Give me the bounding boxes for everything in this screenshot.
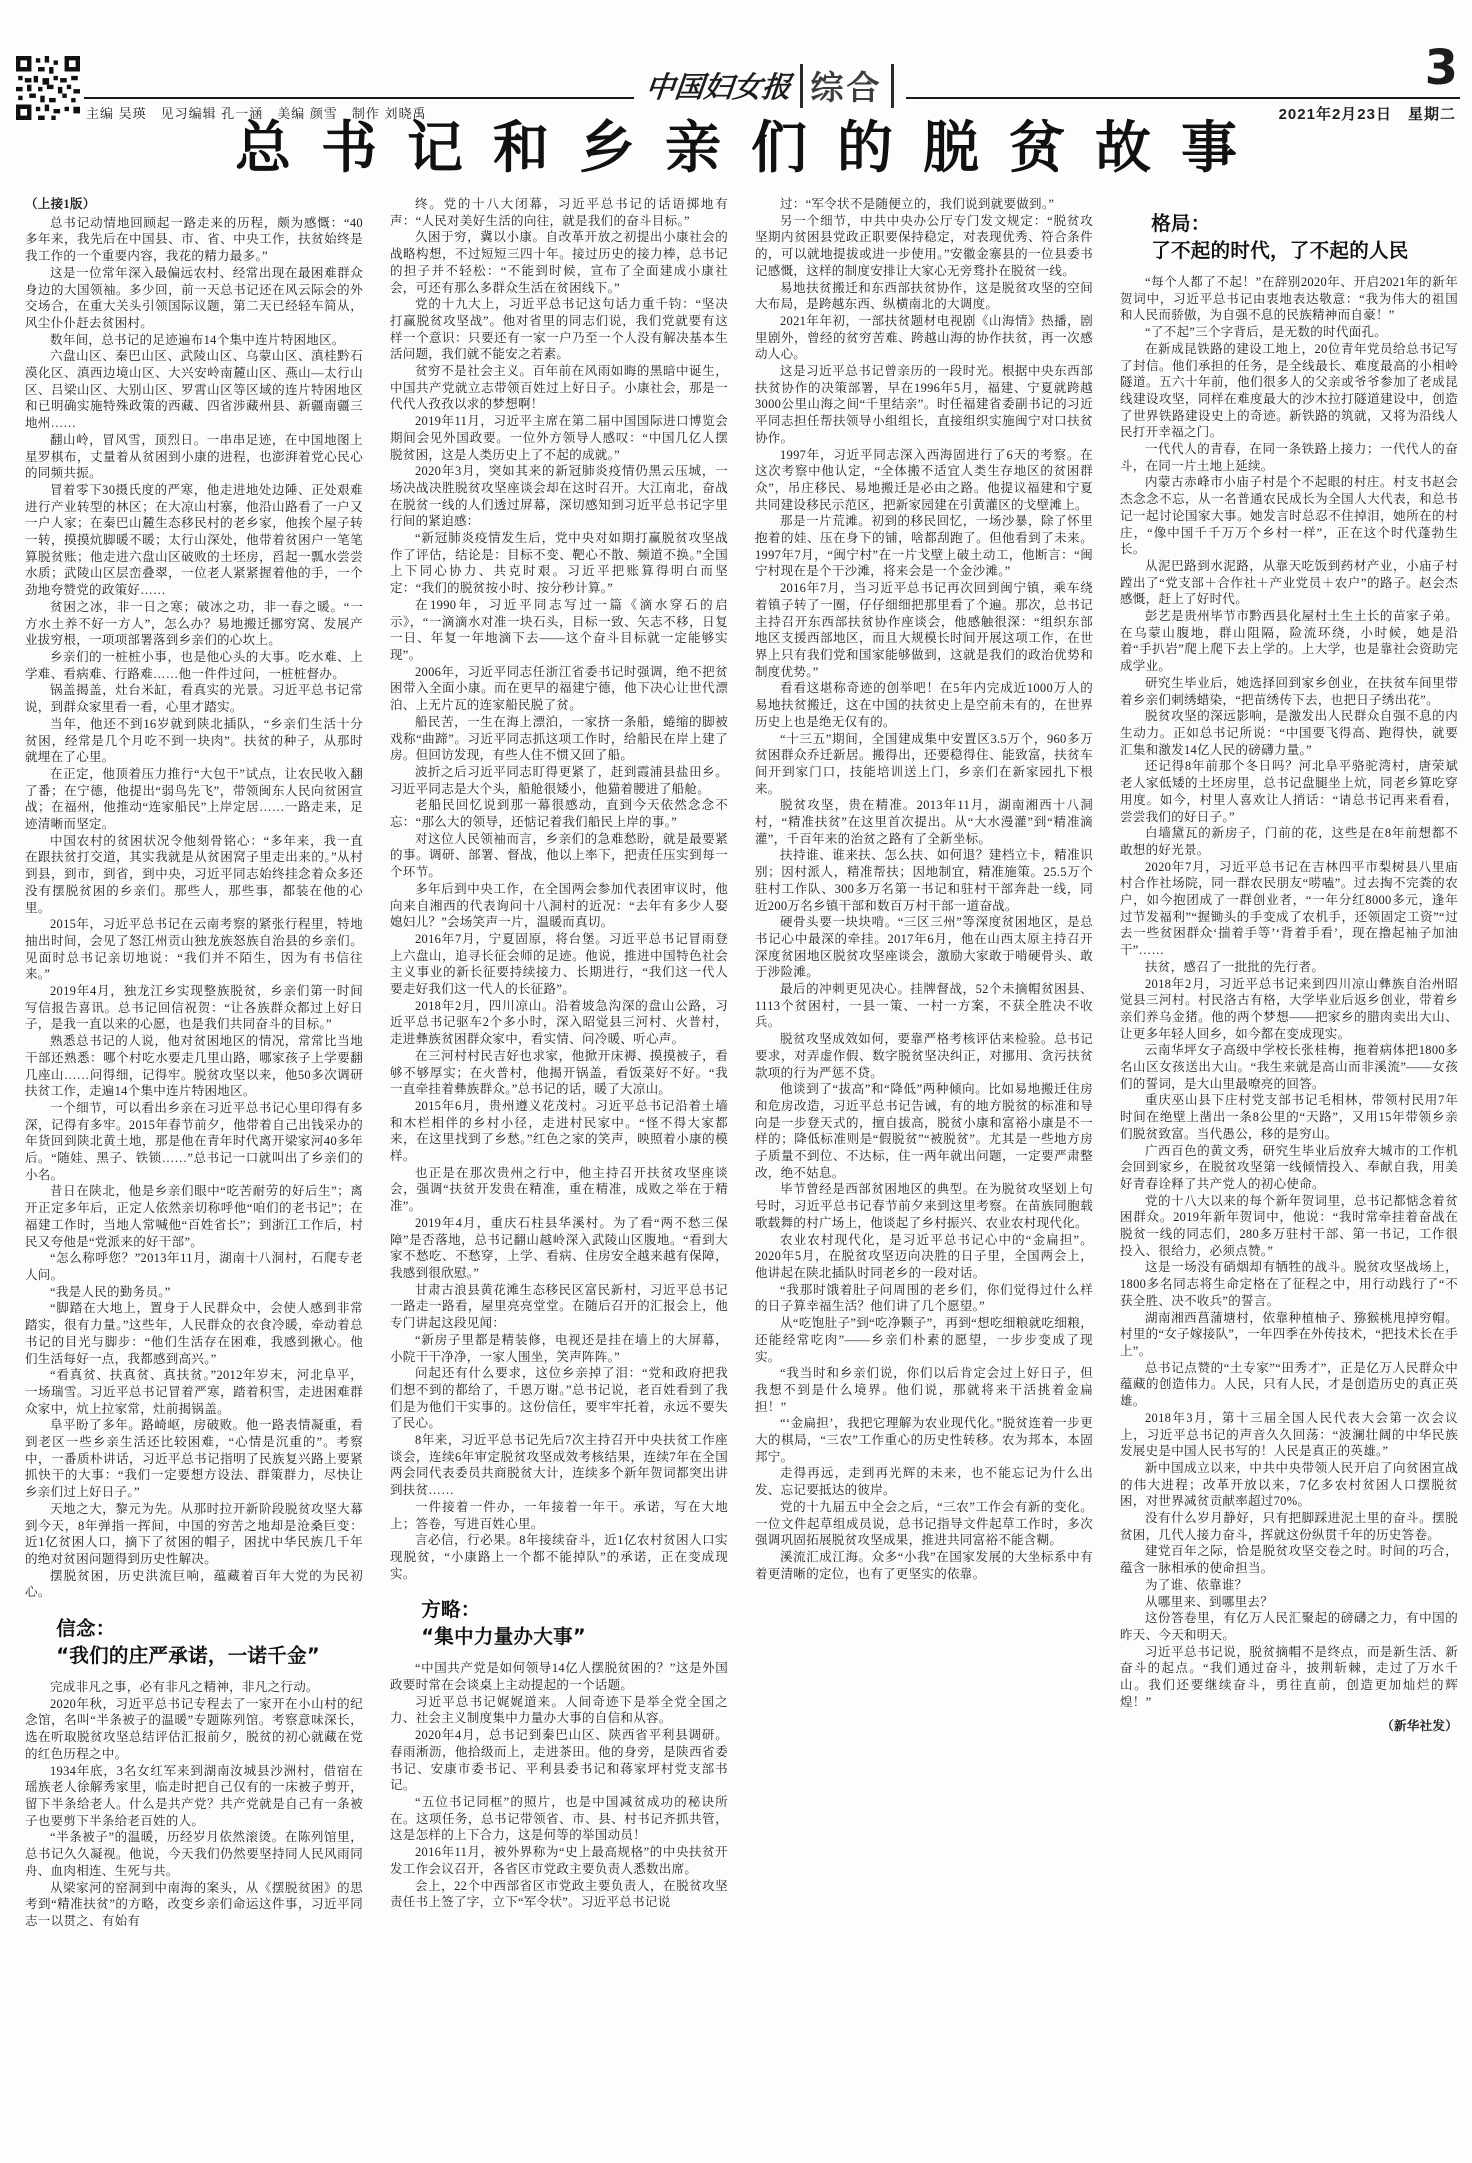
body-paragraph: 2020年秋，习近平总书记专程去了一家开在小山村的纪念馆，名叫“半条被子的温暖”专题陈列馆。考察意味深长，选在听取脱贫攻坚总结评估汇报前夕，脱贫的初心就藏在党的红色历程之中。 <box>25 1696 363 1761</box>
body-paragraph: 脱贫攻坚，贵在精准。2013年11月，湖南湘西十八洞村，“精准扶贫”在这里首次提出。从“大水漫灌”到“精准滴灌”，千百年来的治贫之路有了全新坐标。 <box>755 798 1093 846</box>
body-paragraph: “看真贫、扶真贫、真扶贫。”2012年岁末，河北阜平，一场瑞雪。习近平总书记冒着严寒，踏着积雪，走进困难群众家中，炕上拉家常，灶前揭锅盖。 <box>25 1368 363 1416</box>
body-paragraph: 扶贫，感召了一批批的先行者。 <box>1145 959 1325 974</box>
body-paragraph: 2020年4月，总书记到秦巴山区、陕西省平利县调研。春雨淅沥，他拾级而上，走进茶田。他的身旁，是陕西省委书记、安康市委书记、平利县委书记和蒋家坪村党支部书记。 <box>390 1728 728 1793</box>
body-paragraph: 白墙黛瓦的新房子，门前的花，这些是在8年前想都不敢想的好光景。 <box>1120 826 1458 857</box>
article-column-4 <box>1120 196 1458 2142</box>
body-paragraph: 他谈到了“拔高”和“降低”两种倾向。比如易地搬迁住房和危房改造，习近平总书记告诫，有的地方脱贫的标准和导向是一步登天式的，擅自拔高，脱贫小康和富裕小康是不一样的；降低标准则是“假脱贫”“被脱贫”。尤其是一些地方房子质量不到位、不达标，住一两年就出问题，一定要严肃整改，绝不姑息。 <box>755 1082 1093 1180</box>
body-paragraph: 在1990年，习近平同志写过一篇《滴水穿石的启示》，“一滴滴水对准一块石头，目标一致、矢志不移，日复一日、年复一年地滴下去——这个奋斗目标就一定能够实现”。 <box>390 597 728 662</box>
body-paragraph: 一代代人的青春，在同一条铁路上接力；一代代人的奋斗，在同一片土地上延续。 <box>1120 442 1458 473</box>
article-column-3 <box>755 196 1093 2142</box>
body-paragraph: 一件接着一件办，一年接着一年干。承诺，写在大地上；答卷，写进百姓心里。 <box>390 1499 728 1531</box>
page-number: 3 <box>1424 40 1458 96</box>
date-line: 2021年2月23日 星期二 <box>1278 106 1456 123</box>
body-paragraph: 广西百色的黄文秀，研究生毕业后放弃大城市的工作机会回到家乡，在脱贫攻坚第一线倾情投入、奉献自我，用美好青春诠释了共产党人的初心使命。 <box>1120 1143 1458 1191</box>
masthead-rule-right <box>906 97 1460 99</box>
body-paragraph: 走得再远，走到再光辉的未来，也不能忘记为什么出发、忘记要抵达的彼岸。 <box>755 1466 1093 1498</box>
body-paragraph: 在新成昆铁路的建设工地上，20位青年党员给总书记写了封信。他们承担的任务，是全线最长、难度最高的小相岭隧道。五六十年前，他们很多人的父亲或爷爷参加了老成昆线建设攻坚，同样在难度最大的沙木拉打隧道建设中，创造了世界铁路建设史上的奇迹。新铁路的筑就，又将为沿线人民打开幸福之门。 <box>1120 341 1458 440</box>
body-paragraph: 问起还有什么要求，这位乡亲掉了泪：“党和政府把我们想不到的都给了，千恩万谢。”总书记说，老百姓看到了我们是为他们干实事的。这份信任，要牢牢托着，永远不要失了民心。 <box>390 1366 728 1431</box>
body-paragraph: 习近平总书记娓娓道来。人间奇迹下是举全党全国之力、社会主义制度集中力量办大事的自信和从容。 <box>390 1694 728 1726</box>
masthead <box>630 62 910 109</box>
section-heading: 信念： “我们的庄严承诺，一诺千金” <box>56 1617 321 1668</box>
body-paragraph: 甘肃古浪县黄花滩生态移民区富民新村，习近平总书记一路走一路看，屋里亮亮堂堂。在随后召开的汇报会上，他专门讲起这段见闻： <box>390 1282 728 1331</box>
body-paragraph: 党的十九届五中全会之后，“三农”工作会有新的变化。一位文件起草组成员说，总书记指导文件起草工作时，多次强调巩固拓展脱贫攻坚成果，推进共同富裕不能含糊。 <box>755 1499 1093 1548</box>
body-paragraph: 脱贫攻坚成效如何，要靠严格考核评估来检验。总书记要求，对弄虚作假、数字脱贫坚决纠正，对挪用、贪污扶贫款项的行为严惩不贷。 <box>755 1032 1093 1080</box>
body-paragraph: 言必信，行必果。8年接续奋斗，近1亿农村贫困人口实现脱贫，“小康路上一个都不能掉队”的承诺，正在变成现实。 <box>390 1533 728 1581</box>
body-paragraph: 总书记点赞的“土专家”“田秀才”，正是亿万人民群众中蕴藏的创造伟力。人民，只有人民，才是创造历史的真正英雄。 <box>1120 1360 1458 1409</box>
body-paragraph: 硬骨头要一块块啃。“三区三州”等深度贫困地区，是总书记心中最深的牵挂。2017年6月，他在山西太原主持召开深度贫困地区脱贫攻坚座谈会，激励大家敢于啃硬骨头、敢于涉险滩。 <box>755 915 1093 980</box>
body-paragraph: “十三五”期间，全国建成集中安置区3.5万个，960多万贫困群众乔迁新居。搬得出，还要稳得住、能致富，扶贫车间开到家门口，技能培训送上门，乡亲们在新家园扎下根来。 <box>755 731 1093 796</box>
continuation-note: （上接1版） <box>25 197 96 211</box>
body-paragraph: 2021年年初，一部扶贫题材电视剧《山海情》热播，剧里剧外，曾经的贫穷苦难、跨越山海的协作扶贫，再一次感动人心。 <box>755 313 1093 362</box>
body-paragraph: 总书记动情地回顾起一路走来的历程，颇为感慨：“40多年来，我先后在中国县、市、省、中央工作，扶贫始终是我工作的一个重要内容，我花的精力最多。” <box>25 215 363 264</box>
body-paragraph: 习近平总书记说，脱贫摘帽不是终点，而是新生活、新奋斗的起点。“我们通过奋斗，披荆斩棘，走过了万水千山。我们还要继续奋斗，勇往直前，创造更加灿烂的辉煌！” <box>1120 1644 1458 1709</box>
body-paragraph: 终。党的十八大闭幕，习近平总书记的话语掷地有声：“人民对美好生活的向往，就是我们的奋斗目标。” <box>390 197 728 228</box>
body-paragraph: 过：“军令状不是随便立的，我们说到就要做到。” <box>780 197 1055 211</box>
body-paragraph: 8年来，习近平总书记先后7次主持召开中央扶贫工作座谈会，连续6年审定脱贫攻坚成效考核结果，连续7年在全国两会同代表委员共商脱贫大计，连续多个新年贺词都突出讲到扶贫…… <box>390 1433 728 1498</box>
body-paragraph: 这是一场没有硝烟却有牺牲的战斗。脱贫攻坚战场上，1800多名同志将生命定格在了征程之中，用行动践行了“不获全胜、决不收兵”的誓言。 <box>1120 1260 1458 1308</box>
article-column-2 <box>390 196 728 2142</box>
body-paragraph: 从梁家河的窑洞到中南海的案头，从《摆脱贫困》的思考到“精准扶贫”的方略，改变乡亲们命运这件事，习近平同志一以贯之、有始有 <box>25 1880 363 1928</box>
body-paragraph: 最后的冲刺更见决心。挂牌督战，52个未摘帽贫困县、1113个贫困村，一县一策、一村一方案，不获全胜决不收兵。 <box>755 982 1093 1030</box>
body-paragraph: 冒着零下30摄氏度的严寒，他走进地处边陲、正处艰难进行产业转型的林区；在大凉山村寨，他沿山路看了一户又一户人家；在秦巴山麓生态移民村的老乡家，他挨个屋子转一转，摸摸炕脚暖不暖；太行山深处，他带着贫困户一笔笔算脱贫账；他走进六盘山区破败的土坯房，舀起一瓢水尝尝水质；武陵山区层峦叠翠，一位老人紧紧握着他的手，一个劲地夸赞党的政策好…… <box>25 482 363 598</box>
body-paragraph: 新中国成立以来，中共中央带领人民开启了向贫困宣战的伟大进程；改革开放以来，7亿多农村贫困人口摆脱贫困，对世界减贫贡献率超过70%。 <box>1120 1460 1458 1509</box>
body-paragraph: 多年后到中央工作，在全国两会参加代表团审议时，他向来自湘西的代表询问十八洞村的近况：“去年有多少人娶媳妇儿？”会场笑声一片，温暖而真切。 <box>390 881 728 930</box>
body-paragraph: 阜平盼了多年。路崎岖，房破败。他一路表情凝重，看到老区一些乡亲生活还比较困难，“心情是沉重的”。考察中，一番质朴讲话，习近平总书记指明了民族复兴路上要紧抓快干的大事：“我们一定要想方设法、群策群力，尽快让乡亲们过上好日子。” <box>25 1418 363 1500</box>
body-paragraph: “每个人都了不起！”在辞别2020年、开启2021年的新年贺词中，习近平总书记由衷地表达敬意：“我为伟大的祖国和人民而骄傲，为自强不息的民族精神而自豪！” <box>1120 275 1458 323</box>
body-paragraph: “中国共产党是如何领导14亿人摆脱贫困的？”这是外国政要时常在会谈桌上主动提起的一个话题。 <box>390 1661 728 1693</box>
body-paragraph: 彭艺是贵州毕节市黔西县化屋村土生土长的苗家子弟。在乌蒙山腹地，群山阻隔，险流环绕，小时候，她是沿着“手扒岩”爬上爬下去上学的。上大学，也是靠社会资助完成学业。 <box>1120 609 1458 674</box>
section-heading: 方略： “集中力量办大事” <box>421 1598 587 1649</box>
body-paragraph: “新冠肺炎疫情发生后，党中央对如期打赢脱贫攻坚战作了评估，结论是：目标不变、靶心不散、频道不换。”全国上下同心协力、共克时艰。习近平把账算得明白而坚定：“我们的脱贫按小时、按分秒计算。” <box>390 531 728 596</box>
body-paragraph: 扶持谁、谁来扶、怎么扶、如何退？建档立卡，精准识别；因村派人，精准帮扶；因地制宜，精准施策。25.5万个驻村工作队、300多万名第一书记和驻村干部奔赴一线，同近200万名乡镇干部和数百万村干部一道奋战。 <box>755 848 1093 913</box>
body-paragraph: 2018年2月，四川凉山。沿着坡急沟深的盘山公路，习近平总书记驱车2个多小时，深入昭觉县三河村、火普村，走进彝族贫困群众家中，看实情、问冷暖、听心声。 <box>390 998 728 1047</box>
body-paragraph: 老船民回忆说到那一幕很感动，直到今天依然念念不忘：“那么大的领导，还惦记着我们船民上岸的事。” <box>390 798 728 830</box>
body-paragraph: 贫穷不是社会主义。百年前在风雨如晦的黑暗中诞生，中国共产党就立志带领百姓过上好日子。小康社会，那是一代代人孜孜以求的梦想啊！ <box>390 364 728 412</box>
body-paragraph: 易地扶贫搬迁和东西部扶贫协作，这是脱贫攻坚的空间大布局，是跨越东西、纵横南北的大调度。 <box>755 280 1093 312</box>
body-paragraph: 那是一片荒滩。初到的移民回忆，一场沙暴，除了怀里抱着的娃、压在身下的铺，啥都刮跑了。但他看到了未来。1997年7月，“闽宁村”在一片戈壁上破土动工，他断言：“闽宁村现在是个干沙滩，将来会是一个金沙滩。” <box>755 514 1093 579</box>
body-paragraph: “‘金扁担’，我把它理解为农业现代化。”脱贫连着一步更大的棋局，“三农”工作重心的历史性转移。农为邦本，本固邦宁。 <box>755 1416 1093 1464</box>
body-paragraph: 重庆巫山县下庄村党支部书记毛相林，带领村民用7年时间在绝壁上凿出一条8公里的“天路”，又用15年带领乡亲们脱贫致富。当代愚公，移的是穷山。 <box>1120 1093 1458 1141</box>
body-paragraph: 党的十九大上，习近平总书记这句话力重千钧：“坚决打赢脱贫攻坚战”。他对省里的同志们说，我们党就要有这样一个意识：只要还有一家一户乃至一个人没有解决基本生活问题，我们就不能安之若素。 <box>390 297 728 362</box>
body-paragraph: 从“吃饱肚子”到“吃净颗子”，再到“想吃细粮就吃细粮，还能经常吃肉”——乡亲们朴素的愿望，一步步变成了现实。 <box>755 1316 1093 1364</box>
body-paragraph: 翻山岭，冒风雪，顶烈日。一串串足迹，在中国地图上星罗棋布，丈量着从贫困到小康的进程，也澎湃着党心民心的同频共振。 <box>25 432 363 481</box>
body-paragraph: 1997年，习近平同志深入西海固进行了6天的考察。在这次考察中他认定，“全体搬不适宜人类生存地区的贫困群众”，吊庄移民、易地搬迁是必由之路。他提议福建和宁夏共同建设移民示范区，把新家园建在引黄灌区的戈壁滩上。 <box>755 447 1093 512</box>
body-paragraph: 这份答卷里，有亿万人民汇聚起的磅礴之力，有中国的昨天、今天和明天。 <box>1120 1611 1458 1642</box>
masthead-divider <box>891 64 894 108</box>
body-paragraph: 六盘山区、秦巴山区、武陵山区、乌蒙山区、滇桂黔石漠化区、滇西边境山区、大兴安岭南麓山区、燕山—太行山区、吕梁山区、大别山区、罗霄山区等区域的连片特困地区和已明确实施特殊政策的西藏、四省涉藏州县、新疆南疆三地州…… <box>25 349 363 431</box>
body-paragraph: 看看这堪称奇迹的创举吧！在5年内完成近1000万人的易地扶贫搬迁，这在中国的扶贫史上是空前未有的，在世界历史上也是绝无仅有的。 <box>755 681 1093 729</box>
staff-credits: 主编 吴瑛 见习编辑 孔一涵 美编 颜雪 制作 刘晓禹 <box>86 106 427 121</box>
body-paragraph: 2020年3月，突如其来的新冠肺炎疫情仍黑云压城，一场决战决胜脱贫攻坚座谈会却在这时召开。大江南北，奋战在脱贫一线的人们透过屏幕，深切感知到习近平总书记字里行间的紧迫感： <box>390 464 728 529</box>
body-paragraph: 中国农村的贫困状况令他刻骨铭心：“多年来，我一直在跟扶贫打交道，其实我就是从贫困窝子里走出来的。”从村到县，到市，到省，到中央，习近平同志始终挂念着众多还没有摆脱贫困的乡亲们。那些人，那些事，都装在他的心里。 <box>25 833 363 915</box>
body-paragraph: “半条被子”的温暖，历经岁月依然滚烫。在陈列馆里，总书记久久凝视。他说，今天我们仍然要坚持同人民风雨同舟、血肉相连、生死与共。 <box>25 1830 363 1878</box>
masthead-divider <box>800 64 803 108</box>
body-paragraph: 摆脱贫困，历史洪流巨响，蕴藏着百年大党的为民初心。 <box>25 1568 363 1600</box>
body-paragraph: “新房子里都是精装修，电视还是挂在墙上的大屏幕，小院干干净净，一家人围坐，笑声阵阵。” <box>390 1332 728 1364</box>
body-paragraph: 毕节曾经是西部贫困地区的典型。在为脱贫攻坚划上句号时，习近平总书记春节前夕来到这里考察。在苗族同胞载歌载舞的村广场上，他谈起了乡村振兴、农业农村现代化。 <box>755 1182 1093 1230</box>
body-paragraph: 脱贫攻坚的深远影响，是激发出人民群众自强不息的内生动力。正如总书记所说：“中国要飞得高、跑得快，就要汇集和激发14亿人民的磅礴力量。” <box>1120 709 1458 757</box>
body-paragraph: “五位书记同框”的照片，也是中国减贫成功的秘诀所在。这项任务，总书记带领省、市、县、村书记齐抓共管，这是怎样的上下合力，这是何等的举国动员！ <box>390 1794 728 1843</box>
body-paragraph: 另一个细节，中共中央办公厅专门发文规定：“脱贫攻坚期内贫困县党政正职要保持稳定，对表现优秀、符合条件的，可以就地提拔或进一步使用。”安徽金寨县的一位县委书记感慨，这样的制度安排让大家心无旁骛扑在脱贫一线。 <box>755 213 1093 278</box>
body-paragraph: 2006年，习近平同志任浙江省委书记时强调，绝不把贫困带入全面小康。而在更早的福建宁德，他下决心让世代漂泊、上无片瓦的连家船民脱了贫。 <box>390 664 728 713</box>
body-paragraph: 当年，他还不到16岁就到陕北插队，“乡亲们生活十分贫困，经常是几个月吃不到一块肉”。扶贫的种子，从那时就埋在了心里。 <box>25 716 363 765</box>
body-paragraph: 贫困之冰，非一日之寒；破冰之功，非一春之暖。“一方水土养不好一方人”，怎么办？易地搬迁挪穷窝、发展产业拔穷根，一项项部署落到乡亲们的心坎上。 <box>25 599 363 648</box>
body-paragraph: 2020年7月，习近平总书记在吉林四平市梨树县八里庙村合作社场院，同一群农民朋友“唠嗑”。过去掏不完粪的农户，如今抱团成了一群创业者，“一年分红8000多元，逢年过节发福利”“握锄头的手变成了农机手，还领固定工资”“过去一些贫困群众‘揣着手等’‘背着手看’，现在撸起袖子加油干”…… <box>1120 859 1458 958</box>
body-paragraph: 2015年，习近平总书记在云南考察的紧张行程里，特地抽出时间，会见了怒江州贡山独龙族怒族自治县的乡亲们。见面时总书记亲切地说：“我们并不陌生，因为有书信往来。” <box>25 917 363 982</box>
body-paragraph: “我当时和乡亲们说，你们以后肯定会过上好日子，但我想不到是什么境界。他们说，那就将来干活挑着金扁担！” <box>755 1366 1093 1414</box>
body-paragraph: “了不起”三个字背后，是无数的时代面孔。 <box>1145 325 1388 340</box>
body-paragraph: 熟悉总书记的人说，他对贫困地区的情况，常常比当地干部还熟悉：哪个村吃水要走几里山路，哪家孩子上学要翻几座山……问得细，记得牢。脱贫攻坚以来，他50多次调研扶贫工作，走遍14个集中连片特困地区。 <box>25 1034 363 1099</box>
body-paragraph: 数年间，总书记的足迹遍布14个集中连片特困地区。 <box>50 332 345 347</box>
body-paragraph: 这是习近平总书记曾亲历的一段时光。根据中央东西部扶贫协作的决策部署，早在1996年5月，福建、宁夏就跨越3000公里山海之间“千里结亲”。时任福建省委副书记的习近平同志担任帮扶领导小组组长，直接组织实施闽宁对口扶贫协作。 <box>755 364 1093 445</box>
body-paragraph: 船民苦，一生在海上漂泊，一家挤一条船，蜷缩的脚被戏称“曲蹄”。习近平同志抓这项工作时，给船民在岸上建了房。但回访发现，有些人住不惯又回了船。 <box>390 714 728 763</box>
body-paragraph: 波折之后习近平同志盯得更紧了，赶到霞浦县盐田乡。习近平同志是大个头，船舱很矮小，他猫着腰进了船舱。 <box>390 764 728 796</box>
body-paragraph: 研究生毕业后，她选择回到家乡创业，在扶贫车间里带着乡亲们刺绣蜡染，“把苗绣传下去，也把日子绣出花”。 <box>1120 675 1458 707</box>
section-heading: 格局： 了不起的时代，了不起的人民 <box>1151 212 1409 262</box>
news-agency-credit: （新华社发） <box>1381 1719 1458 1734</box>
body-paragraph: 昔日在陕北，他是乡亲们眼中“吃苦耐劳的好后生”；离开正定多年后，正定人依然亲切称呼他“咱们的老书记”；在福建工作时，当地人常喊他“百姓省长”；到浙江工作后，村民又夸他是“党派来的好干部”。 <box>25 1184 363 1249</box>
body-paragraph: “怎么称呼您？”2013年11月，湖南十八洞村，石爬专老人问。 <box>25 1251 363 1282</box>
body-paragraph: 没有什么岁月静好，只有把脚踩进泥土里的奋斗。摆脱贫困，几代人接力奋斗，挥就这份纵贯千年的历史答卷。 <box>1120 1511 1458 1542</box>
body-paragraph: 从泥巴路到水泥路，从靠天吃饭到药材产业，小庙子村蹚出了“党支部＋合作社＋产业党员＋农户”的路子。赵会杰感慨，赶上了好时代。 <box>1120 558 1458 607</box>
body-paragraph: 内蒙古赤峰市小庙子村是个不起眼的村庄。村支书赵会杰念念不忘，从一名普通农民成长为全国人大代表，和总书记一起讨论国家大事。她发言时总忍不住掉泪，她所在的村庄，“像中国千千万万个乡村一样”，正在这个时代蓬勃生长。 <box>1120 475 1458 557</box>
article-column-1 <box>25 196 363 2142</box>
body-paragraph: 湖南湘西菖蒲塘村，依靠种植柚子、猕猴桃甩掉穷帽。村里的“女子嫁接队”，一年四季在外传技术，“把技术长在手上”。 <box>1120 1310 1458 1358</box>
body-paragraph: 也正是在那次贵州之行中，他主持召开扶贫攻坚座谈会，强调“扶贫开发贵在精准，重在精准，成败之举在于精准”。 <box>390 1165 728 1214</box>
body-paragraph: 农业农村现代化，是习近平总书记心中的“金扁担”。2020年5月，在脱贫攻坚迈向决胜的日子里，全国两会上，他讲起在陕北插队时同老乡的一段对话。 <box>755 1232 1093 1280</box>
body-paragraph: 久困于穷，冀以小康。自改革开放之初提出小康社会的战略构想，不过短短三四十年。接过历史的接力棒，总书记的担子并不轻松：“不能到时候，宣布了全面建成小康社会，可还有那么多群众生活在贫困线下。” <box>390 230 728 295</box>
body-paragraph: 2016年7月，宁夏固原，将台堡。习近平总书记冒雨登上六盘山，追寻长征会师的足迹。他说，推进中国特色社会主义事业的新长征要持续接力、长期进行，“我们这一代人要走好我们这一代人的长征路”。 <box>390 931 728 997</box>
body-paragraph: 溪流汇成江海。众多“小我”在国家发展的大坐标系中有着更清晰的定位，也有了更坚实的依靠。 <box>755 1549 1093 1581</box>
body-paragraph: 为了谁、依靠谁？ <box>1145 1577 1248 1592</box>
body-paragraph: 2018年3月，第十三届全国人民代表大会第一次会议上，习近平总书记的声音久久回荡：“波澜壮阔的中华民族发展史是中国人民书写的！人民是真正的英雄。” <box>1120 1410 1458 1459</box>
body-paragraph: “脚踏在大地上，置身于人民群众中，会使人感到非常踏实，很有力量。”这些年，人民群众的衣食冷暖，牵动着总书记的目光与脚步：“他们生活存在困难，我感到揪心。他们生活每好一点，我都感到高兴。” <box>25 1301 363 1366</box>
body-paragraph: “我那时饿着肚子问周围的老乡们，你们觉得过什么样的日子算幸福生活？他们讲了几个愿望。” <box>755 1282 1093 1314</box>
body-paragraph: 2016年11月，被外界称为“史上最高规格”的中央扶贫开发工作会议召开，各省区市党政主要负责人悉数出席。 <box>390 1845 728 1876</box>
body-paragraph: 在三河村村民吉好也求家，他掀开床褥、摸摸被子，看够不够厚实；在火普村，他揭开锅盖，看饭菜好不好。“我一直牵挂着彝族群众。”总书记的话，暖了大凉山。 <box>390 1048 728 1097</box>
body-paragraph: 对这位人民领袖而言，乡亲们的急难愁盼，就是最要紧的事。调研、部署、督战，他以上率下，把责任压实到每一个环节。 <box>390 831 728 880</box>
section-name: 综合 <box>810 68 883 107</box>
body-paragraph: 党的十八大以来的每个新年贺词里，总书记都惦念着贫困群众。2019年新年贺词中，他说：“我时常牵挂着奋战在脱贫一线的同志们，280多万驻村干部、第一书记，工作很投入、很给力，必须点赞。” <box>1120 1193 1458 1258</box>
body-paragraph: 乡亲们的一桩桩小事，也是他心头的大事。吃水难、上学难、看病难、行路难……他一件件过问，一桩桩督办。 <box>25 649 363 681</box>
newspaper-logo: 中国妇女报 <box>644 70 794 104</box>
body-paragraph: 2015年6月，贵州遵义花茂村。习近平总书记沿着土墙和木栏相伴的乡村小径，走进村民家中。“怪不得大家都来，在这里找到了乡愁。”红色之家的笑声，映照着小康的模样。 <box>390 1098 728 1164</box>
body-paragraph: 从哪里来、到哪里去？ <box>1145 1594 1274 1609</box>
body-paragraph: 云南华坪女子高级中学校长张桂梅，拖着病体把1800多名山区女孩送出大山。“我生来就是高山而非溪流”——女孩们的誓词，是大山里最嘹亮的回答。 <box>1120 1043 1458 1091</box>
main-headline: 总书记和乡亲们的脱贫故事 <box>235 116 1267 181</box>
body-paragraph: 2018年2月，习近平总书记来到四川凉山彝族自治州昭觉县三河村。村民洛古有格，大学毕业后返乡创业，带着乡亲们养乌金猪。他的两个梦想——把家乡的腊肉卖出大山、让更多年轻人回乡，如今都在变成现实。 <box>1120 976 1458 1041</box>
body-paragraph: 建党百年之际，恰是脱贫攻坚交卷之时。时间的巧合，蕴含一脉相承的使命担当。 <box>1120 1544 1458 1576</box>
body-paragraph: 在正定，他顶着压力推行“大包干”试点，让农民收入翻了番；在宁德，他提出“弱鸟先飞”，带领闽东人民向贫困宣战；在福州，他推动“连家船民”上岸定居……一路走来，足迹清晰而坚定。 <box>25 766 363 832</box>
body-paragraph: 2019年11月，习近平主席在第二届中国国际进口博览会期间会见外国政要。一位外方领导人感叹：“中国几亿人摆脱贫困，这是人类历史上了不起的成就。” <box>390 414 728 462</box>
body-paragraph: 会上，22个中西部省区市党政主要负责人，在脱贫攻坚责任书上签了字，立下“军令状”。习近平总书记说 <box>390 1878 728 1910</box>
body-paragraph: 2019年4月，独龙江乡实现整族脱贫，乡亲们第一时间写信报告喜讯。总书记回信祝贺：“让各族群众都过上好日子，是我一直以来的心愿，也是我们共同奋斗的目标。” <box>25 984 363 1032</box>
body-paragraph: 2016年7月，当习近平总书记再次回到闽宁镇，乘车绕着镇子转了一圈，仔仔细细把那里看了个遍。那次，总书记主持召开东西部扶贫协作座谈会，他感触很深：“组织东部地区支援西部地区，而且大规模长时间开展这项工作，在世界上只有我们党和国家能够做到，这就是我们的政治优势和制度优势。” <box>755 581 1093 679</box>
body-paragraph: 天地之大，黎元为先。从那时拉开新阶段脱贫攻坚大幕到今天，8年弹指一挥间，中国的穷苦之地却是沧桑巨变：近1亿贫困人口，摘下了贫困的帽子，困扰中华民族几千年的绝对贫困问题得到历史性解决。 <box>25 1501 363 1566</box>
body-paragraph: 完成非凡之事，必有非凡之精神，非凡之行动。 <box>50 1680 319 1695</box>
body-paragraph: 一个细节，可以看出乡亲在习近平总书记心里印得有多深，记得有多牢。2015年春节前夕，他带着自己出钱采办的年货回到陕北黄土地，那是他在青年时代离开梁家河40多年后。“随娃、黑子、铁锁……”总书记一口就叫出了乡亲们的小名。 <box>25 1100 363 1182</box>
body-paragraph: 1934年底，3名女红军来到湖南汝城县沙洲村，借宿在瑶族老人徐解秀家里，临走时把自己仅有的一床被子剪开，留下半条给老人。什么是共产党？共产党就是自己有一条被子也要剪下半条给老百姓的人。 <box>25 1763 363 1828</box>
body-paragraph: “我是人民的勤务员。” <box>50 1284 171 1299</box>
body-paragraph: 这是一位常年深入最偏远农村、经常出现在最困难群众身边的大国领袖。多少回，前一天总书记还在风云际会的外交场合，在重大关头引领国际议题，第二天已经轻车简从，风尘仆仆赶去贫困村。 <box>25 265 363 330</box>
body-paragraph: 还记得8年前那个冬日吗？河北阜平骆驼湾村，唐荣斌老人家低矮的土坯房里，总书记盘腿坐上炕，同老乡算吃穿用度。如今，村里人喜欢让人捎话：“请总书记再来看看，尝尝我们的好日子。” <box>1120 759 1458 824</box>
body-paragraph: 锅盖揭盖，灶台米缸，看真实的光景。习近平总书记常说，到群众家里看一看，心里才踏实。 <box>25 683 363 715</box>
body-paragraph: 2019年4月，重庆石柱县华溪村。为了看“两不愁三保障”是否落地，总书记翻山越岭深入武陵山区腹地。“看到大家不愁吃、不愁穿，上学、看病、住房安全越来越有保障，我感到很欣慰。” <box>390 1215 728 1280</box>
masthead-rule-left <box>84 97 634 99</box>
